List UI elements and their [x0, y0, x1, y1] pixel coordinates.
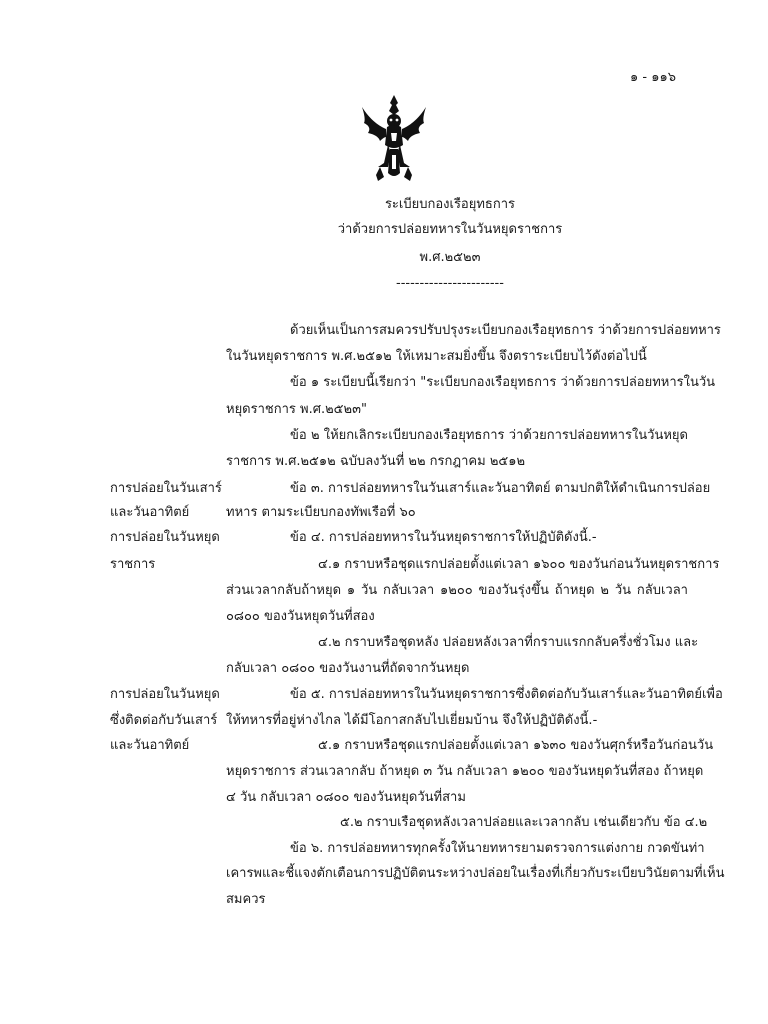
preamble-line-1: ด้วยเห็นเป็นการสมควรปรับปรุงระเบียบกองเรือยุทธการ ว่าด้วยการปล่อยทหาร: [290, 323, 721, 338]
clause-5-line-1: ข้อ ๕. การปล่อยทหารในวันหยุดราชการซึ่งติดต่อกับวันเสาร์และวันอาทิตย์เพื่อ: [290, 687, 723, 702]
clause-4-heading: ข้อ ๔. การปล่อยทหารในวันหยุดราชการให้ปฏิบัติดังนี้.-: [290, 530, 597, 545]
margin-note-6: ซึ่งติดต่อกับวันเสาร์: [110, 713, 218, 728]
clause-5-line-2: ให้ทหารที่อยู่ห่างไกล ได้มีโอกาสกลับไปเยี่ยมบ้าน จึงให้ปฏิบัติดังนี้.-: [226, 713, 598, 728]
clause-3-line-2: ทหาร ตามระเบียบกองทัพเรือที่ ๖๐: [226, 505, 416, 520]
garuda-emblem-icon: [358, 93, 430, 183]
clause-2-line-2: ราชการ พ.ศ.๒๕๑๒ ฉบับลงวันที่ ๒๒ กรกฎาคม ๒๕๑๒: [226, 454, 526, 469]
clause-6-line-1: ข้อ ๖. การปล่อยทหารทุกครั้งให้นายทหารยามตรวจการแต่งกาย กวดขันท่า: [290, 841, 705, 856]
clause-6-line-3: สมควร: [226, 892, 266, 907]
title-divider: -----------------------: [396, 276, 504, 291]
clause-5-1-line-3: ๔ วัน กลับเวลา ๐๘๐๐ ของวันหยุดวันที่สาม: [226, 790, 466, 805]
margin-note-5: การปล่อยในวันหยุด: [110, 687, 220, 702]
clause-1-line-2: หยุดราชการ พ.ศ.๒๕๒๓": [226, 402, 367, 417]
margin-note-7: และวันอาทิตย์: [110, 738, 190, 753]
clause-4-2-line-1: ๔.๒ กราบหรือชุดหลัง ปล่อยหลังเวลาที่กราบแรกกลับครึ่งชั่วโมง และ: [318, 635, 699, 650]
clause-6-line-2: เคารพและชี้แจงตักเตือนการปฏิบัติตนระหว่างปล่อยในเรื่องที่เกี่ยวกับระเบียบวินัยตามที่เห็น: [226, 866, 725, 881]
margin-note-4: ราชการ: [110, 557, 156, 572]
page-number: ๑ - ๑๑๖: [630, 70, 676, 85]
clause-5-1-line-1: ๕.๑ กราบหรือชุดแรกปล่อยตั้งแต่เวลา ๑๖๓๐ ของวันศุกร์หรือวันก่อนวัน: [318, 738, 714, 753]
document-year: พ.ศ.๒๕๒๓: [419, 250, 481, 265]
margin-note-2: และวันอาทิตย์: [110, 505, 190, 520]
clause-4-1-line-2: ส่วนเวลากลับถ้าหยุด ๑ วัน กลับเวลา ๑๒๐๐ ของวันรุ่งขึ้น ถ้าหยุด ๒ วัน กลับเวลา: [226, 583, 688, 598]
preamble-line-2: ในวันหยุดราชการ พ.ศ.๒๕๑๒ ให้เหมาะสมยิ่งขึ้น จึงตราระเบียบไว้ดังต่อไปนี้: [226, 349, 647, 364]
clause-3-line-1: ข้อ ๓. การปล่อยทหารในวันเสาร์และวันอาทิตย์ ตามปกติให้ดำเนินการปล่อย: [290, 481, 711, 496]
clause-4-2-line-2: กลับเวลา ๐๘๐๐ ของวันงานที่ถัดจากวันหยุด: [226, 661, 470, 676]
clause-4-1-line-3: ๐๘๐๐ ของวันหยุดวันที่สอง: [226, 609, 375, 624]
clause-5-2: ๕.๒ กราบเรือชุดหลังเวลาปล่อยและเวลากลับ เช่นเดียวกับ ข้อ ๔.๒: [340, 815, 708, 830]
document-subtitle: ว่าด้วยการปล่อยทหารในวันหยุดราชการ: [337, 222, 563, 237]
document-title: ระเบียบกองเรือยุทธการ: [384, 197, 516, 212]
margin-note-1: การปล่อยในวันเสาร์: [110, 481, 222, 496]
clause-2-line-1: ข้อ ๒ ให้ยกเลิกระเบียบกองเรือยุทธการ ว่าด้วยการปล่อยทหารในวันหยุด: [290, 428, 688, 443]
clause-5-1-line-2: หยุดราชการ ส่วนเวลากลับ ถ้าหยุด ๓ วัน กลับเวลา ๑๒๐๐ ของวันหยุดวันที่สอง ถ้าหยุด: [226, 764, 704, 779]
margin-note-3: การปล่อยในวันหยุด: [110, 530, 220, 545]
clause-4-1-line-1: ๔.๑ กราบหรือชุดแรกปล่อยตั้งแต่เวลา ๑๖๐๐ ของวันก่อนวันหยุดราชการ: [318, 557, 720, 572]
clause-1-line-1: ข้อ ๑ ระเบียบนี้เรียกว่า "ระเบียบกองเรือยุทธการ ว่าด้วยการปล่อยทหารในวัน: [290, 375, 716, 390]
